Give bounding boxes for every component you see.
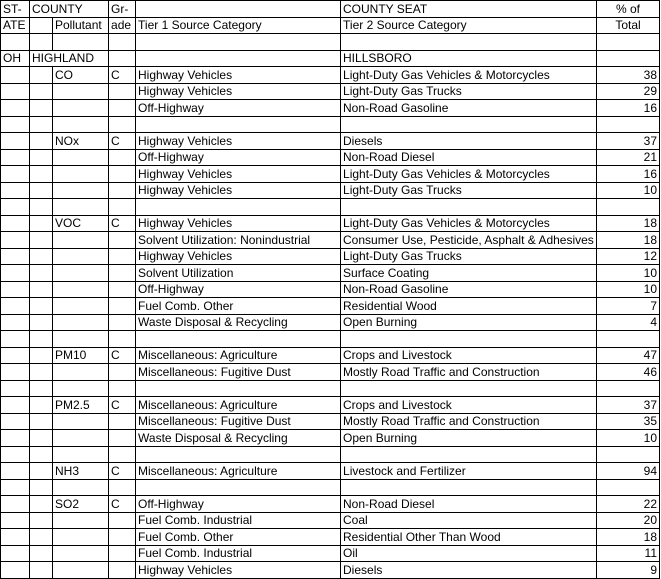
tier1-cell: Highway Vehicles [136,166,341,183]
pct-cell: 18 [597,215,660,232]
pct-cell: 9 [597,562,660,579]
county-cell [30,100,53,117]
pct-cell: 4 [597,314,660,331]
tier1-cell: Highway Vehicles [136,67,341,84]
tier1-cell: Highway Vehicles [136,215,341,232]
table-row [1,562,660,579]
pct-cell: 22 [597,496,660,513]
grade-cell [109,413,136,430]
state-cell [1,364,30,381]
grade-cell [109,166,136,183]
county-cell [30,182,53,199]
location-row [1,50,660,67]
county-cell [30,397,53,414]
location-county: HIGHLAND [30,50,109,67]
grade-cell: C [109,463,136,480]
pollutant-cell [53,265,109,282]
table-row [1,281,660,298]
tier1-cell: Fuel Comb. Other [136,529,341,546]
header-county-seat: COUNTY SEAT [341,1,597,18]
pollutant-cell [53,149,109,166]
pollutant-cell [53,298,109,315]
grade-cell [109,545,136,562]
header-row-1 [1,1,660,18]
state-cell [1,215,30,232]
spacer-row [1,34,660,51]
pollutant-cell [53,545,109,562]
tier1-cell: Waste Disposal & Recycling [136,314,341,331]
tier2-cell: Crops and Livestock [341,347,597,364]
tier1-cell: Miscellaneous: Agriculture [136,347,341,364]
tier1-cell: Highway Vehicles [136,133,341,150]
table-row [1,215,660,232]
tier1-cell: Highway Vehicles [136,562,341,579]
table-row [1,397,660,414]
pct-cell: 20 [597,512,660,529]
grade-cell: C [109,347,136,364]
state-cell [1,562,30,579]
location-state: OH [1,50,30,67]
state-cell [1,545,30,562]
state-cell [1,496,30,513]
tier2-cell: Non-Road Diesel [341,496,597,513]
tier2-cell: Open Burning [341,314,597,331]
tier2-cell: Oil [341,545,597,562]
county-cell [30,413,53,430]
table-row [1,149,660,166]
pollutant-cell [53,430,109,447]
pollutant-cell: NOx [53,133,109,150]
pollutant-cell [53,364,109,381]
county-cell [30,166,53,183]
header-blank [136,1,341,18]
tier1-cell: Highway Vehicles [136,248,341,265]
state-cell [1,529,30,546]
spacer-row [1,446,660,463]
table-row [1,314,660,331]
tier1-cell: Miscellaneous: Agriculture [136,463,341,480]
grade-cell [109,182,136,199]
tier2-cell: Coal [341,512,597,529]
county-cell [30,133,53,150]
pollutant-cell [53,248,109,265]
grade-cell [109,562,136,579]
header-pct: % of [597,1,660,18]
pct-cell: 10 [597,182,660,199]
grade-cell [109,512,136,529]
tier2-cell: Light-Duty Gas Trucks [341,182,597,199]
pct-cell: 7 [597,298,660,315]
county-cell [30,265,53,282]
tier2-cell: Open Burning [341,430,597,447]
tier2-cell: Non-Road Gasoline [341,281,597,298]
tier2-cell: Residential Wood [341,298,597,315]
table-row [1,265,660,282]
county-cell [30,314,53,331]
pollutant-cell: PM10 [53,347,109,364]
table-row [1,83,660,100]
pollutant-cell: PM2.5 [53,397,109,414]
tier2-cell: Non-Road Diesel [341,149,597,166]
pct-cell: 11 [597,545,660,562]
grade-cell [109,314,136,331]
table-row [1,496,660,513]
pollutant-cell [53,182,109,199]
tier2-cell: Residential Other Than Wood [341,529,597,546]
tier2-cell: Light-Duty Gas Vehicles & Motorcycles [341,166,597,183]
tier1-cell: Off-Highway [136,149,341,166]
grade-cell [109,281,136,298]
tier2-cell: Light-Duty Gas Trucks [341,83,597,100]
pct-cell: 46 [597,364,660,381]
county-cell [30,215,53,232]
header-tier1: Tier 1 Source Category [136,17,341,34]
pollutant-cell [53,562,109,579]
tier2-cell: Livestock and Fertilizer [341,463,597,480]
state-cell [1,413,30,430]
pollutant-cell [53,512,109,529]
tier2-cell: Crops and Livestock [341,397,597,414]
header-grade: Gr- [109,1,136,18]
county-cell [30,281,53,298]
tier1-cell: Fuel Comb. Other [136,298,341,315]
grade-cell: C [109,133,136,150]
state-cell [1,248,30,265]
county-cell [30,512,53,529]
table-row [1,463,660,480]
county-cell [30,232,53,249]
grade-cell [109,149,136,166]
county-cell [30,364,53,381]
spacer-row [1,380,660,397]
state-cell [1,83,30,100]
header-grade-2: ade [109,17,136,34]
grade-cell [109,248,136,265]
table-row [1,298,660,315]
tier2-cell: Diesels [341,562,597,579]
county-cell [30,248,53,265]
county-cell [30,298,53,315]
table-row [1,413,660,430]
tier2-cell: Mostly Road Traffic and Construction [341,413,597,430]
location-county-seat: HILLSBORO [341,50,597,67]
table-row [1,512,660,529]
header-blank-2 [30,17,53,34]
state-cell [1,232,30,249]
pollutant-cell [53,529,109,546]
county-cell [30,83,53,100]
pct-cell: 16 [597,100,660,117]
grade-cell [109,232,136,249]
table-row [1,67,660,84]
pct-cell: 21 [597,149,660,166]
pct-cell: 10 [597,281,660,298]
pct-cell: 37 [597,397,660,414]
pollutant-cell [53,413,109,430]
pct-cell: 16 [597,166,660,183]
state-cell [1,298,30,315]
pollutant-cell [53,166,109,183]
state-cell [1,281,30,298]
tier1-cell: Miscellaneous: Fugitive Dust [136,413,341,430]
table-row [1,133,660,150]
tier1-cell: Fuel Comb. Industrial [136,512,341,529]
pct-cell: 37 [597,133,660,150]
table-row [1,545,660,562]
grade-cell: C [109,215,136,232]
tier1-cell: Off-Highway [136,496,341,513]
header-state-2: ATE [1,17,30,34]
county-cell [30,67,53,84]
grade-cell: C [109,397,136,414]
table-row [1,232,660,249]
pollutant-cell: NH3 [53,463,109,480]
grade-cell: C [109,67,136,84]
tier1-cell: Fuel Comb. Industrial [136,545,341,562]
table-row [1,430,660,447]
tier2-cell: Consumer Use, Pesticide, Asphalt & Adhesives [341,232,597,249]
tier2-cell: Non-Road Gasoline [341,100,597,117]
tier1-cell: Waste Disposal & Recycling [136,430,341,447]
county-cell [30,463,53,480]
pct-cell: 47 [597,347,660,364]
county-cell [30,496,53,513]
pct-cell: 18 [597,529,660,546]
table-row [1,182,660,199]
pollutant-cell [53,281,109,298]
grade-cell [109,529,136,546]
pct-cell: 10 [597,430,660,447]
grade-cell [109,100,136,117]
state-cell [1,397,30,414]
table-row [1,364,660,381]
state-cell [1,512,30,529]
state-cell [1,347,30,364]
tier1-cell: Highway Vehicles [136,182,341,199]
grade-cell: C [109,496,136,513]
header-state: ST- [1,1,30,18]
pollutant-cell: VOC [53,215,109,232]
state-cell [1,133,30,150]
pct-cell: 38 [597,67,660,84]
county-cell [30,545,53,562]
pct-cell: 29 [597,83,660,100]
state-cell [1,430,30,447]
tier2-cell: Mostly Road Traffic and Construction [341,364,597,381]
pollutant-cell [53,100,109,117]
table-body [1,1,660,579]
state-cell [1,149,30,166]
tier1-cell: Off-Highway [136,100,341,117]
tier2-cell: Light-Duty Gas Trucks [341,248,597,265]
tier1-cell: Off-Highway [136,281,341,298]
pollutant-cell: CO [53,67,109,84]
grade-cell [109,298,136,315]
grade-cell [109,265,136,282]
header-pollutant: Pollutant [53,17,109,34]
spacer-row [1,199,660,216]
state-cell [1,463,30,480]
county-cell [30,562,53,579]
pct-cell: 10 [597,265,660,282]
tier2-cell: Light-Duty Gas Vehicles & Motorcycles [341,67,597,84]
grade-cell [109,83,136,100]
pct-cell: 18 [597,232,660,249]
table-row [1,166,660,183]
table-row [1,248,660,265]
grade-cell [109,364,136,381]
header-county: COUNTY [30,1,109,18]
state-cell [1,265,30,282]
spacer-row [1,116,660,133]
state-cell [1,182,30,199]
pollutant-cell [53,83,109,100]
pollutant-cell [53,314,109,331]
tier2-cell: Light-Duty Gas Vehicles & Motorcycles [341,215,597,232]
pct-cell: 35 [597,413,660,430]
tier1-cell: Miscellaneous: Fugitive Dust [136,364,341,381]
pollutant-cell: SO2 [53,496,109,513]
state-cell [1,314,30,331]
pct-cell: 12 [597,248,660,265]
spacer-row [1,331,660,348]
header-tier2: Tier 2 Source Category [341,17,597,34]
tier1-cell: Miscellaneous: Agriculture [136,397,341,414]
spacer-row [1,479,660,496]
county-cell [30,347,53,364]
pct-cell: 94 [597,463,660,480]
state-cell [1,166,30,183]
header-row-2 [1,17,660,34]
tier1-cell: Highway Vehicles [136,83,341,100]
grade-cell [109,430,136,447]
state-cell [1,67,30,84]
pollutant-cell [53,232,109,249]
county-cell [30,149,53,166]
table-row [1,347,660,364]
table-row [1,100,660,117]
header-total: Total [597,17,660,34]
tier1-cell: Solvent Utilization: Nonindustrial [136,232,341,249]
county-cell [30,529,53,546]
tier1-cell: Solvent Utilization [136,265,341,282]
state-cell [1,100,30,117]
tier2-cell: Diesels [341,133,597,150]
county-cell [30,430,53,447]
table-row [1,529,660,546]
tier2-cell: Surface Coating [341,265,597,282]
